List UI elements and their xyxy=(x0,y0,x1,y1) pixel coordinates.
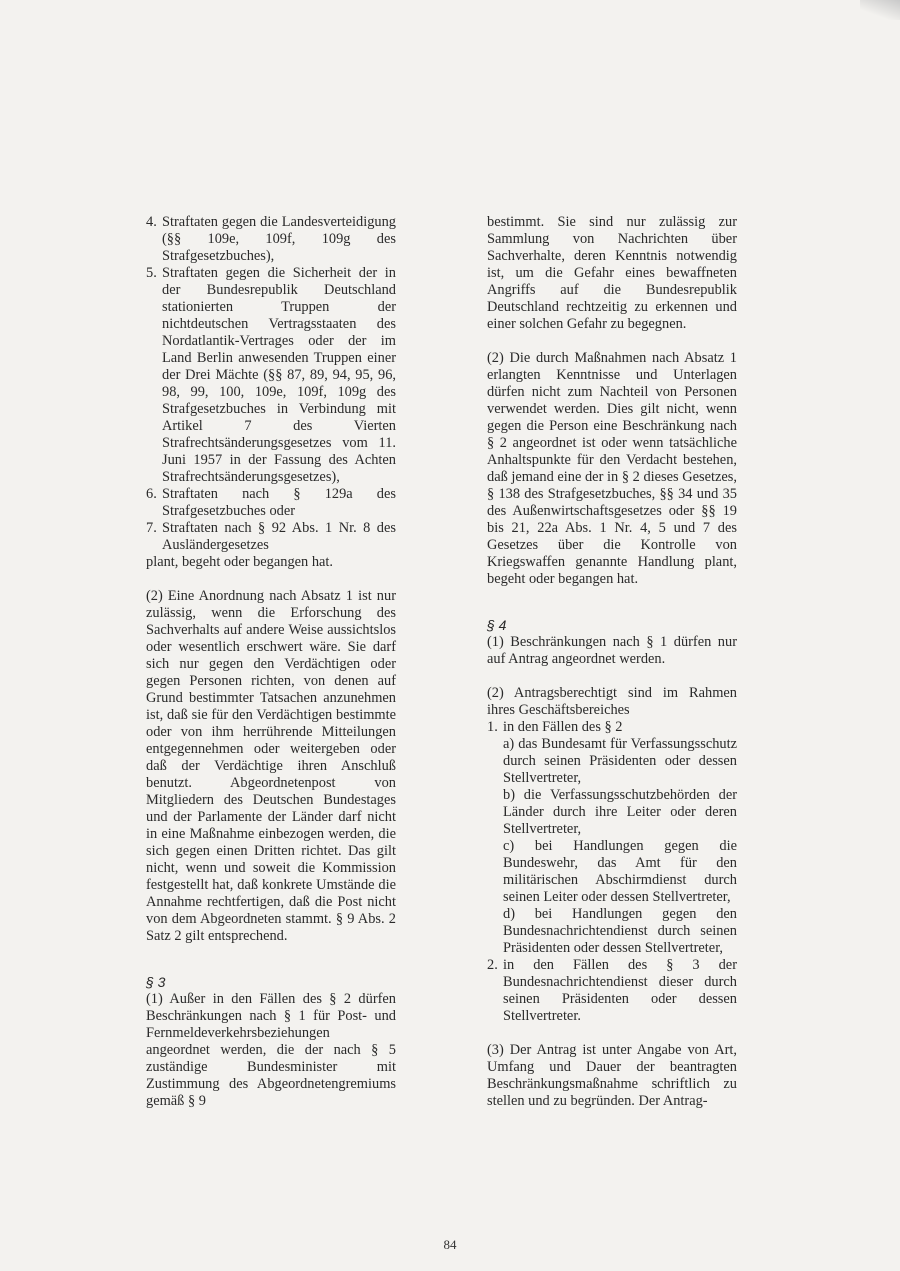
list-text: Straftaten gegen die Landesverteidigung (§§ 109e, 109f, 109g des Strafgesetzbuches), xyxy=(162,214,396,264)
list-item-4 xyxy=(146,214,396,265)
list-text: Straftaten nach § 129a des Strafgesetzbuches oder xyxy=(162,486,396,519)
paragraph-3-absatz-2: (2) Die durch Maßnahmen nach Absatz 1 erlangten Kenntnisse und Unterlagen dürfen nicht zum Nachteil von Personen verwendet werden. Dies gilt nicht, wenn gegen die Person eine Beschränkung nach § 2 angeordnet ist oder wenn tatsächliche Anhaltspunkte für den Verdacht bestehen, daß jemand eine der in § 2 dieses Gesetzes, § 138 des Strafgesetzbuches, §§ 34 und 35 des Außenwirtschaftsgesetzes oder §§ 19 bis 21, 22a Abs. 1 Nr. 4, 5 und 7 des Gesetzes über die Kontrolle von Kriegswaffen genannte Handlung plant, begeht oder begangen hat. xyxy=(487,350,737,587)
list-number: 7. xyxy=(146,520,157,536)
paragraph-4-absatz-2: (2) Antragsberechtigt sind im Rahmen ihres Geschäftsbereiches xyxy=(487,685,737,718)
list-item-7 xyxy=(146,520,396,554)
list-item-2 xyxy=(487,957,737,1025)
list-item-1 xyxy=(487,719,737,736)
paragraph-3-continuation: bestimmt. Sie sind nur zulässig zur Sammlung von Nachrichten über Sachverhalte, deren Kenntnis notwendig ist, um die Gefahr eines bewaffneten Angriffs auf die Bundesrepublik Deutschland rechtzeitig zu erkennen und einer solchen Gefahr zu begegnen. xyxy=(487,214,737,332)
page-corner-shadow xyxy=(860,0,900,20)
list-number: 4. xyxy=(146,214,157,230)
list-item-5 xyxy=(146,265,396,486)
section-heading-3: § 3 xyxy=(146,974,166,990)
list-closing: plant, begeht oder begangen hat. xyxy=(146,554,334,570)
list-text: in den Fällen des § 2 xyxy=(503,719,623,735)
list-number: 2. xyxy=(487,957,498,973)
page-number: 84 xyxy=(443,1237,457,1252)
list-text: in den Fällen des § 3 der Bundesnachrichtendienst dieser durch seinen Präsidenten oder dessen Stellvertreter. xyxy=(503,957,737,1024)
paragraph-3-absatz-1: (1) Außer in den Fällen des § 2 dürfen Beschränkungen nach § 1 für Post- und Fernmeldeverkehrsbeziehungen angeordnet werden, die der nach § 5 zuständige Bundesminister mit Zustimmung des Abgeordnetengremiums gemäß § 9 xyxy=(146,991,396,1109)
paragraph-4-absatz-3: (3) Der Antrag ist unter Angabe von Art, Umfang und Dauer der beantragten Beschränkungsmaßnahme schriftlich zu stellen und zu begründen. Der Antrag- xyxy=(487,1042,737,1109)
list-text: Straftaten gegen die Sicherheit der in der Bundesrepublik Deutschland stationierten Truppen der nichtdeutschen Vertragsstaaten des Nordatlantik-Vertrages oder der im Land Berlin anwesenden Truppen einer der Drei Mächte (§§ 87, 89, 94, 95, 96, 98, 99, 100, 109e, 109f, 109g des Strafgesetzbuches in Verbindung mit Artikel 7 des Vierten Strafrechtsänderungsgesetzes vom 11. Juni 1957 in der Fassung des Achten Strafrechtsänderungsgesetzes), xyxy=(162,265,396,485)
list-number: 1. xyxy=(487,719,498,735)
section-heading-4: § 4 xyxy=(487,617,507,633)
list-text: Straftaten nach § 92 Abs. 1 Nr. 8 des Ausländergesetzes xyxy=(162,520,396,553)
list-number: 6. xyxy=(146,486,157,502)
sub-item-d: d) bei Handlungen gegen den Bundesnachrichtendienst durch seinen Präsidenten oder dessen Stellvertreter, xyxy=(503,906,737,956)
left-column xyxy=(146,214,396,1110)
sub-item-b: b) die Verfassungsschutzbehörden der Länder durch ihre Leiter oder deren Stellvertreter, xyxy=(503,787,737,837)
right-column xyxy=(487,214,737,1110)
list-number: 5. xyxy=(146,265,157,281)
list-item-6 xyxy=(146,486,396,520)
paragraph-2-absatz-2: (2) Eine Anordnung nach Absatz 1 ist nur zulässig, wenn die Erforschung des Sachverhalts auf andere Weise aussichtslos oder wesentlich erschwert wäre. Sie darf sich nur gegen den Verdächtigen oder gegen Personen richten, von denen auf Grund bestimmter Tatsachen anzunehmen ist, daß sie für den Verdächtigen bestimmte oder von ihm herrührende Mitteilungen entgegennehmen oder weitergeben oder daß der Verdächtige ihren Anschluß benutzt. Abgeordnetenpost von Mitgliedern des Deutschen Bundestages und der Parlamente der Länder darf nicht in eine Maßnahme einbezogen werden, die sich gegen einen Dritten richtet. Das gilt nicht, wenn und soweit die Kommission festgestellt hat, daß konkrete Umstände die Annahme rechtfertigen, daß die Post nicht von dem Abgeordneten stammt. § 9 Abs. 2 Satz 2 gilt entsprechend. xyxy=(146,588,396,944)
sub-item-c: c) bei Handlungen gegen die Bundeswehr, das Amt für den militärischen Abschirmdienst durch seinen Leiter oder dessen Stellvertreter, xyxy=(503,838,737,905)
sub-item-a: a) das Bundesamt für Verfassungsschutz durch seinen Präsidenten oder dessen Stellvertreter, xyxy=(503,736,737,786)
paragraph-4-absatz-1: (1) Beschränkungen nach § 1 dürfen nur auf Antrag angeordnet werden. xyxy=(487,634,737,667)
